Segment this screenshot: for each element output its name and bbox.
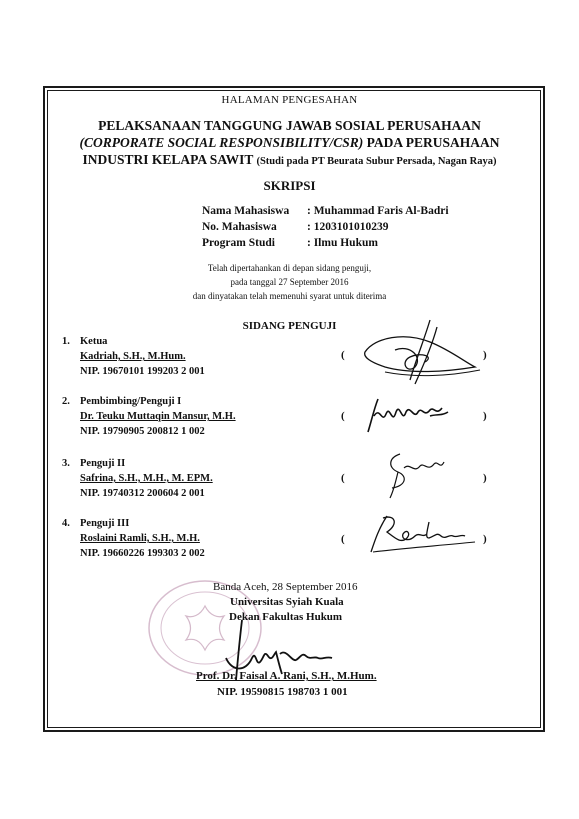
place-date: Banda Aceh, 28 September 2016 <box>213 581 358 593</box>
examiner-3-nip: NIP. 19740312 200604 2 001 <box>80 488 205 499</box>
title-line-3 <box>0 152 579 168</box>
examiner-3-paren-close: ) <box>483 472 487 484</box>
defense-note-2: pada tanggal 27 September 2016 <box>230 277 349 287</box>
defense-note-3: dan dinyatakan telah memenuhi syarat untuk diterima <box>192 291 387 301</box>
title-line-1: PELAKSANAAN TANGGUNG JAWAB SOSIAL PERUSAHAAN <box>98 118 481 133</box>
examiner-1-name: Kadriah, S.H., M.Hum. <box>80 351 186 362</box>
examiner-3-name: Safrina, S.H., M.H., M. EPM. <box>80 473 213 484</box>
dean-nip: NIP. 19590815 198703 1 001 <box>217 686 348 698</box>
examiner-2-paren-open: ( <box>341 410 345 422</box>
study-program-value: : Ilmu Hukum <box>307 237 378 249</box>
examiner-1-nip: NIP. 19670101 199203 2 001 <box>80 366 205 377</box>
examiner-3-role: Penguji II <box>80 458 126 469</box>
student-number-value: : 1203101010239 <box>307 221 389 233</box>
examiner-4-paren-open: ( <box>341 533 345 545</box>
examiner-4-role: Penguji III <box>80 518 130 529</box>
examiner-4-name: Roslaini Ramli, S.H., M.H. <box>80 533 200 544</box>
examiner-2-role: Pembimbing/Penguji I <box>80 396 182 407</box>
examiner-1-signature-icon <box>355 312 485 392</box>
examiner-1-paren-close: ) <box>483 349 487 361</box>
student-name-value: : Muhammad Faris Al-Badri <box>307 205 449 217</box>
committee-title: SIDANG PENGUJI <box>242 320 337 332</box>
examiner-2-nip: NIP. 19790905 200812 1 002 <box>80 426 205 437</box>
page-header: HALAMAN PENGESAHAN <box>221 94 358 106</box>
student-number-label: No. Mahasiswa <box>202 221 277 233</box>
examiner-4-paren-close: ) <box>483 533 487 545</box>
defense-note-1: Telah dipertahankan di depan sidang penguji, <box>207 263 372 273</box>
examiner-2-number: 2. <box>62 396 70 407</box>
examiner-3-paren-open: ( <box>341 472 345 484</box>
dean-title: Dekan Fakultas Hukum <box>229 611 343 623</box>
title-csr: (CORPORATE SOCIAL RESPONSIBILITY/CSR) <box>79 135 364 150</box>
title-line-2-rest: PADA PERUSAHAAN <box>363 135 500 150</box>
title-study-note: (Studi pada PT Beurata Subur Persada, Nagan Raya) <box>256 156 497 167</box>
title-line-2 <box>0 135 579 151</box>
examiner-2-signature-icon <box>360 394 460 438</box>
document-type: SKRIPSI <box>263 178 316 193</box>
dean-name: Prof. Dr. Faisal A. Rani, S.H., M.Hum. <box>196 670 377 682</box>
examiner-4-number: 4. <box>62 518 70 529</box>
examiner-1-paren-open: ( <box>341 349 345 361</box>
examiner-4-nip: NIP. 19660226 199303 2 002 <box>80 548 205 559</box>
examiner-4-signature-icon <box>365 508 480 558</box>
examiner-1-role: Ketua <box>80 336 108 347</box>
title-line-3-main: INDUSTRI KELAPA SAWIT <box>82 152 257 167</box>
examiner-1-number: 1. <box>62 336 70 347</box>
examiner-2-name: Dr. Teuku Muttaqin Mansur, M.H. <box>80 411 236 422</box>
examiner-3-number: 3. <box>62 458 70 469</box>
student-name-label: Nama Mahasiswa <box>202 205 290 217</box>
examiner-2-paren-close: ) <box>483 410 487 422</box>
examiner-3-signature-icon <box>378 448 448 502</box>
university-name: Universitas Syiah Kuala <box>230 596 344 608</box>
study-program-label: Program Studi <box>202 237 275 249</box>
